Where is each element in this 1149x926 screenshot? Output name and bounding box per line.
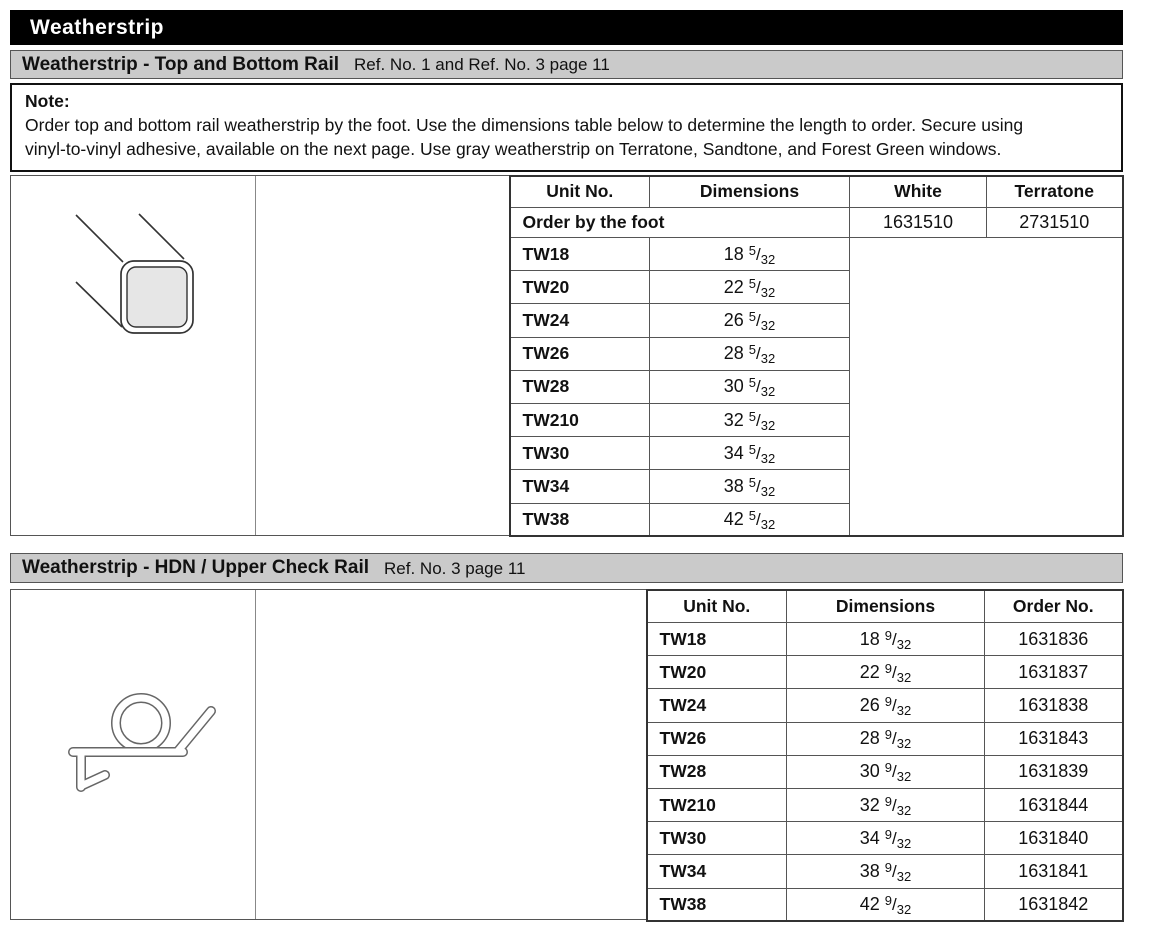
- col-header-unit-no: Unit No.: [647, 590, 787, 623]
- dimension-cell: 28 $^9/_{32}$: [787, 722, 985, 755]
- table-row: [647, 888, 1123, 921]
- unit-cell: TW38: [647, 888, 787, 921]
- order-no-cell: 1631842: [985, 888, 1123, 921]
- col-header-terratone: Terratone: [987, 176, 1123, 208]
- unit-cell: TW18: [510, 238, 650, 271]
- table-row: [510, 238, 1123, 271]
- order-no-cell: 1631836: [985, 623, 1123, 656]
- table-row: [647, 689, 1123, 722]
- unit-cell: TW34: [647, 855, 787, 888]
- order-no-cell: 1631841: [985, 855, 1123, 888]
- dimension-cell: 30 $^5/_{32}$: [650, 370, 850, 403]
- square-tube-profile-drawing: [11, 176, 255, 534]
- col-header-order-no: Order No.: [985, 590, 1123, 623]
- table-row: [647, 656, 1123, 689]
- unit-cell: TW210: [647, 788, 787, 821]
- dimension-cell: 18 $^9/_{32}$: [787, 623, 985, 656]
- unit-cell: TW38: [510, 503, 650, 536]
- dimension-cell: 30 $^9/_{32}$: [787, 755, 985, 788]
- dimension-cell: 26 $^9/_{32}$: [787, 689, 985, 722]
- order-by-foot-row: [510, 208, 1123, 238]
- unit-cell: TW30: [510, 437, 650, 470]
- hdn-profile-drawing: [11, 590, 255, 918]
- table-row: [647, 855, 1123, 888]
- dimension-cell: 42 $^5/_{32}$: [650, 503, 850, 536]
- order-by-foot-label: Order by the foot: [510, 208, 850, 238]
- dimension-cell: 38 $^5/_{32}$: [650, 470, 850, 503]
- unit-cell: TW20: [510, 271, 650, 304]
- unit-cell: TW26: [510, 337, 650, 370]
- section1-heading-ref: Ref. No. 1 and Ref. No. 3 page 11: [354, 55, 610, 74]
- unit-cell: TW34: [510, 470, 650, 503]
- col-header-dimensions: Dimensions: [650, 176, 850, 208]
- page-title: Weatherstrip: [30, 15, 164, 39]
- empty-region-cell: [850, 238, 1123, 537]
- order-no-cell: 1631843: [985, 722, 1123, 755]
- unit-cell: TW24: [510, 304, 650, 337]
- top-bottom-rail-table: [509, 175, 1124, 538]
- dimension-cell: 34 $^5/_{32}$: [650, 437, 850, 470]
- dimension-cell: 38 $^9/_{32}$: [787, 855, 985, 888]
- section1-content-box: [10, 175, 1123, 536]
- section2-heading-ref: Ref. No. 3 page 11: [384, 558, 526, 578]
- note-text-line: vinyl-to-vinyl adhesive, available on the next page. Use gray weatherstrip on Terratone, Sandtone, and Forest Green windows.: [25, 139, 1002, 159]
- terratone-order-no: 2731510: [987, 208, 1123, 238]
- table-row: [647, 755, 1123, 788]
- order-no-cell: 1631844: [985, 788, 1123, 821]
- order-no-cell: 1631838: [985, 689, 1123, 722]
- unit-cell: TW20: [647, 656, 787, 689]
- dimension-cell: 26 $^5/_{32}$: [650, 304, 850, 337]
- dimension-cell: 18 $^5/_{32}$: [650, 238, 850, 271]
- note-label: Note:: [25, 91, 70, 111]
- dimension-cell: 34 $^9/_{32}$: [787, 822, 985, 855]
- table-header-row: [647, 590, 1123, 623]
- column-divider: [255, 176, 256, 535]
- col-header-white: White: [850, 176, 987, 208]
- order-no-cell: 1631839: [985, 755, 1123, 788]
- page-title-bar: [10, 10, 1123, 45]
- table-row: [647, 623, 1123, 656]
- dimension-cell: 42 $^9/_{32}$: [787, 888, 985, 921]
- note-box: [10, 83, 1123, 172]
- section2-heading-bar: [10, 553, 1123, 583]
- section1-heading: Weatherstrip - Top and Bottom Rail: [22, 53, 340, 75]
- section1-heading-bar: [10, 50, 1123, 79]
- unit-cell: TW30: [647, 822, 787, 855]
- section2-heading: Weatherstrip - HDN / Upper Check Rail: [22, 557, 370, 578]
- unit-cell: TW28: [647, 755, 787, 788]
- dimension-cell: 32 $^9/_{32}$: [787, 788, 985, 821]
- col-header-unit-no: Unit No.: [510, 176, 650, 208]
- dimension-cell: 22 $^9/_{32}$: [787, 656, 985, 689]
- unit-cell: TW26: [647, 722, 787, 755]
- order-no-cell: 1631840: [985, 822, 1123, 855]
- unit-cell: TW18: [647, 623, 787, 656]
- col-header-dimensions: Dimensions: [787, 590, 985, 623]
- unit-cell: TW210: [510, 403, 650, 436]
- table-row: [647, 722, 1123, 755]
- table-header-row: [510, 176, 1123, 208]
- dimension-cell: 28 $^5/_{32}$: [650, 337, 850, 370]
- order-no-cell: 1631837: [985, 656, 1123, 689]
- unit-cell: TW24: [647, 689, 787, 722]
- table-row: [647, 822, 1123, 855]
- unit-cell: TW28: [510, 370, 650, 403]
- note-text-line: Order top and bottom rail weatherstrip by the foot. Use the dimensions table below to determine the length to order. Secure using: [25, 115, 1024, 135]
- dimension-cell: 32 $^5/_{32}$: [650, 403, 850, 436]
- section2-content-box: [10, 589, 1123, 920]
- table-row: [647, 788, 1123, 821]
- white-order-no: 1631510: [850, 208, 987, 238]
- hdn-upper-check-rail-table: [646, 589, 1124, 923]
- dimension-cell: 22 $^5/_{32}$: [650, 271, 850, 304]
- catalog-page: [10, 10, 1123, 920]
- column-divider: [255, 590, 256, 919]
